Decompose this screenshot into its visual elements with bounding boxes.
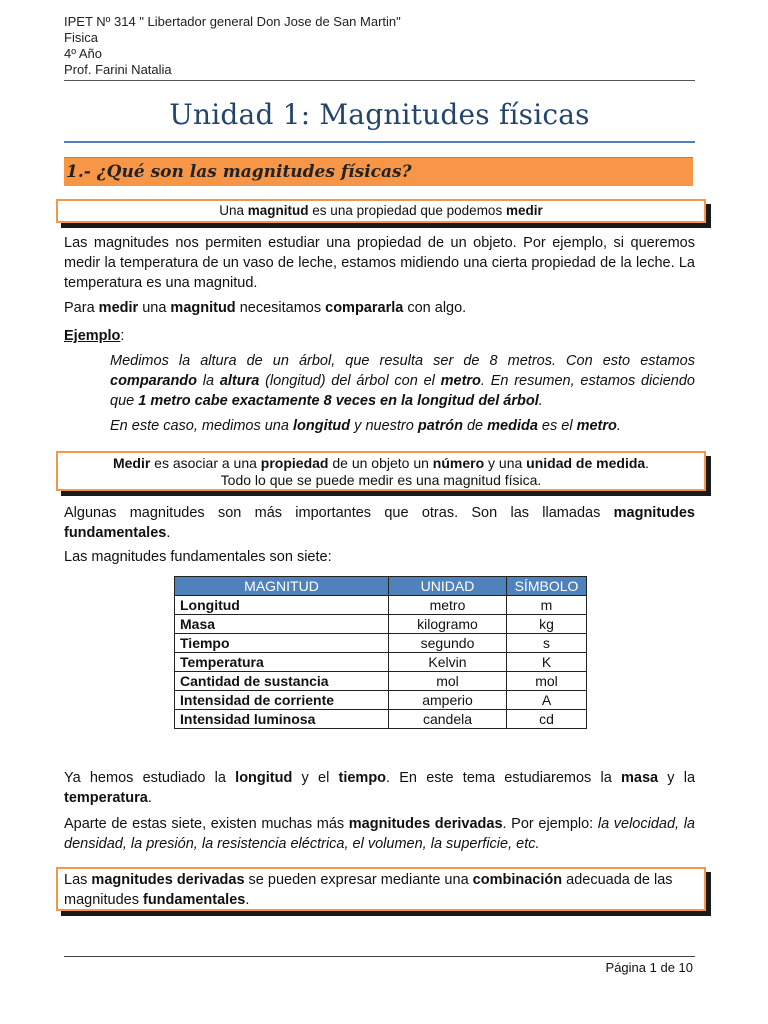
cell-unidad: amperio xyxy=(389,691,507,710)
text-span: Aparte de estas siete, existen muchas más xyxy=(64,816,349,832)
table-row xyxy=(175,672,587,691)
text-span: y la xyxy=(658,770,696,786)
text-span: . xyxy=(538,393,543,409)
cell-magnitud: Intensidad de corriente xyxy=(175,691,389,710)
bold-span: longitud xyxy=(292,418,351,434)
table-row xyxy=(175,615,587,634)
paragraph-fundamentales xyxy=(64,503,695,543)
document-header xyxy=(64,14,401,78)
bold-span: tiempo xyxy=(338,770,387,786)
text-span: . xyxy=(147,790,152,806)
bold-span: magnitud xyxy=(170,300,236,316)
section-heading: 1.- ¿Qué son las magnitudes físicas? xyxy=(66,162,412,182)
header-school: IPET Nº 314 " Libertador general Don Jose de San Martin" xyxy=(64,14,401,29)
table-row xyxy=(175,596,587,615)
bold-span: patrón xyxy=(417,418,463,434)
text-span: Para xyxy=(64,300,99,316)
header-divider xyxy=(64,80,695,81)
cell-magnitud: Intensidad luminosa xyxy=(175,710,389,729)
bold-span: medida xyxy=(487,418,538,434)
text-span: . En resumen, estamos diciendo que xyxy=(110,373,695,409)
text-span: con algo. xyxy=(403,300,467,316)
text-span: de un objeto un xyxy=(328,455,433,471)
text-span: Algunas magnitudes son más importantes que otras. Son las llamadas xyxy=(64,505,614,521)
example-label xyxy=(64,326,695,346)
box1-text: Una xyxy=(219,203,248,218)
text-span: . xyxy=(245,892,250,908)
box1-bold: magnitud xyxy=(247,203,309,218)
bold-span: 1 metro cabe exactamente 8 veces en la longitud del árbol xyxy=(138,393,539,409)
bold-span: propiedad xyxy=(260,455,329,471)
text-span: se pueden expresar mediante una xyxy=(244,872,473,888)
text-span: necesitamos xyxy=(235,300,326,316)
cell-simbolo: cd xyxy=(507,710,587,729)
page-number: Página 1 de 10 xyxy=(605,960,693,975)
bold-span: combinación xyxy=(472,872,563,888)
cell-magnitud: Tiempo xyxy=(175,634,389,653)
cell-magnitud: Temperatura xyxy=(175,653,389,672)
cell-simbolo: s xyxy=(507,634,587,653)
section-heading-bar xyxy=(64,157,693,186)
table-header-row xyxy=(175,577,587,596)
bold-span: metro xyxy=(576,418,617,434)
text-span: Medimos la altura de un árbol, que resulta ser de 8 metros. Con esto estamos xyxy=(110,353,695,369)
text-span: es asociar a una xyxy=(150,455,261,471)
text-span: de xyxy=(462,418,488,434)
text-span: la xyxy=(197,373,220,389)
column-header: MAGNITUD xyxy=(175,577,389,596)
cell-unidad: kilogramo xyxy=(389,615,507,634)
table-row xyxy=(175,691,587,710)
cell-unidad: mol xyxy=(389,672,507,691)
cell-simbolo: A xyxy=(507,691,587,710)
text-span: y el xyxy=(292,770,339,786)
text-span: una xyxy=(138,300,171,316)
bold-span: metro xyxy=(440,373,481,389)
text-span: adecuada de las magnitudes xyxy=(64,872,673,908)
bold-span: número xyxy=(432,455,485,471)
table-row xyxy=(175,710,587,729)
cell-unidad: candela xyxy=(389,710,507,729)
title-underline xyxy=(64,141,695,143)
text-span: . xyxy=(166,525,171,541)
italic-span: la velocidad, la densidad, la presión, la resistencia eléctrica, el volumen, la superficie, etc. xyxy=(64,816,695,852)
definition-box-medir xyxy=(56,451,706,491)
cell-magnitud: Masa xyxy=(175,615,389,634)
header-subject: Fisica xyxy=(64,30,98,45)
example-colon: : xyxy=(120,328,125,344)
bold-span: compararla xyxy=(325,300,404,316)
paragraph-medir xyxy=(64,298,695,318)
definition-box-derivadas xyxy=(56,867,706,911)
example-label-text: Ejemplo xyxy=(64,328,121,344)
text-span: (longitud) del árbol con el xyxy=(259,373,441,389)
cell-simbolo: kg xyxy=(507,615,587,634)
bold-span: unidad de medida xyxy=(526,455,646,471)
text-span: es el xyxy=(537,418,577,434)
text-span: y una xyxy=(484,455,527,471)
paragraph-estudiado xyxy=(64,768,695,808)
bold-span: magnitudes fundamentales xyxy=(64,505,695,541)
text-span: y nuestro xyxy=(350,418,418,434)
text-span: . xyxy=(645,455,650,471)
example-paragraph-2 xyxy=(110,416,695,436)
cell-simbolo: K xyxy=(507,653,587,672)
box1-text: es una propiedad que podemos xyxy=(308,203,506,218)
paragraph-intro: Las magnitudes nos permiten estudiar una propiedad de un objeto. Por ejemplo, si queremos medir la temperatura de un vaso de leche, estamos midiendo una cierta propiedad de la leche. La temperatura es una magnitud. xyxy=(64,235,695,291)
bold-span: altura xyxy=(219,373,260,389)
box2-line1 xyxy=(58,455,704,472)
cell-magnitud: Cantidad de sustancia xyxy=(175,672,389,691)
bold-span: comparando xyxy=(110,373,198,389)
cell-unidad: metro xyxy=(389,596,507,615)
text-span: . En este tema estudiaremos la xyxy=(386,770,621,786)
paragraph-siete: Las magnitudes fundamentales son siete: xyxy=(64,549,332,565)
page-title: Unidad 1: Magnitudes físicas xyxy=(169,98,590,131)
text-span: . Por ejemplo: xyxy=(502,816,598,832)
cell-simbolo: m xyxy=(507,596,587,615)
example-paragraph-1 xyxy=(110,351,695,411)
text-span: En este caso, medimos una xyxy=(110,418,293,434)
box2-line2: Todo lo que se puede medir es una magnitud física. xyxy=(220,472,542,488)
header-teacher: Prof. Farini Natalia xyxy=(64,62,172,77)
bold-span: magnitudes derivadas xyxy=(91,872,245,888)
bold-span: longitud xyxy=(235,770,293,786)
box1-bold: medir xyxy=(505,203,543,218)
text-span: Ya hemos estudiado la xyxy=(64,770,236,786)
header-year: 4º Año xyxy=(64,46,103,61)
cell-unidad: Kelvin xyxy=(389,653,507,672)
definition-box-magnitud xyxy=(56,199,706,223)
paragraph-derivadas xyxy=(64,814,695,854)
bold-span: magnitudes derivadas xyxy=(348,816,503,832)
table-row xyxy=(175,653,587,672)
bold-span: Medir xyxy=(112,455,151,471)
table-row xyxy=(175,634,587,653)
cell-unidad: segundo xyxy=(389,634,507,653)
bold-span: medir xyxy=(98,300,139,316)
cell-simbolo: mol xyxy=(507,672,587,691)
magnitudes-table xyxy=(174,576,587,729)
footer-divider xyxy=(64,956,695,957)
text-span: . xyxy=(616,418,621,434)
bold-span: temperatura xyxy=(64,790,148,806)
cell-magnitud: Longitud xyxy=(175,596,389,615)
column-header: SÍMBOLO xyxy=(507,577,587,596)
bold-span: fundamentales xyxy=(143,892,246,908)
column-header: UNIDAD xyxy=(389,577,507,596)
text-span: Las xyxy=(64,872,92,888)
bold-span: masa xyxy=(620,770,659,786)
